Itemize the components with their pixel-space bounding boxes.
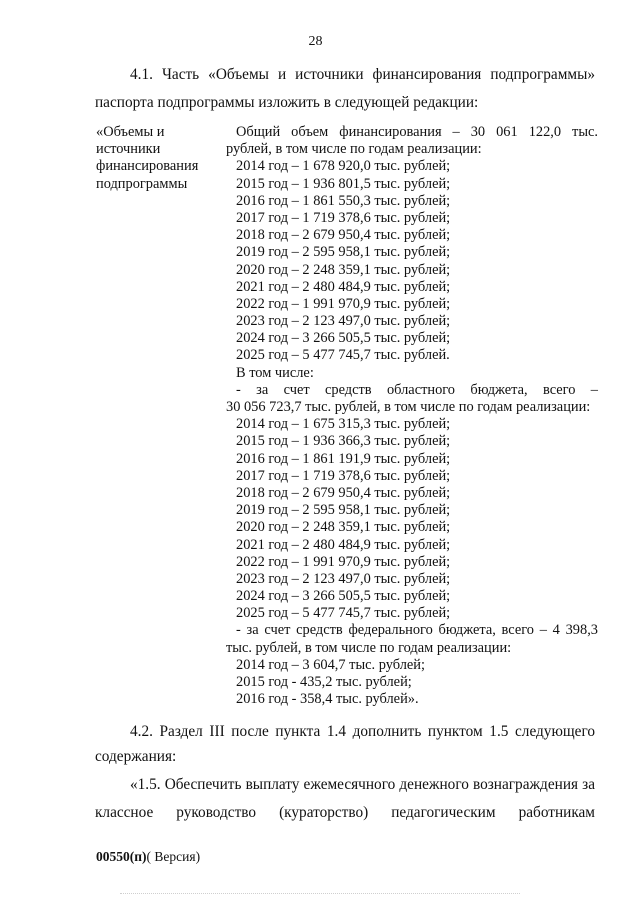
total-year-line: 2025 год – 5 477 745,7 тыс. рублей. [236,347,450,364]
regional-year-line: 2014 год – 1 675 315,3 тыс. рублей; [236,416,451,433]
federal-year-line: 2014 год – 3 604,7 тыс. рублей; [236,656,425,673]
including-label: В том числе: [236,364,314,381]
total-financing-line: Общий объем финансирования – 30 061 122,0 тыс. [236,124,598,140]
total-year-line: 2018 год – 2 679 950,4 тыс. рублей; [236,227,451,244]
regional-budget-line: - за счет средств областного бюджета, всего – [236,381,598,398]
paragraph-1-5-line-2: классное руководство (кураторство) педагогическим работникам [95,804,595,821]
total-financing-line: рублей, в том числе по годам реализации: [226,141,482,158]
left-cell-line: финансирования [96,158,199,175]
left-cell-line: источники [96,141,161,158]
regional-year-line: 2023 год – 2 123 497,0 тыс. рублей; [236,570,451,587]
table-left-cell [96,124,226,193]
total-year-line: 2023 год – 2 123 497,0 тыс. рублей; [236,313,451,330]
federal-budget-line: - за счет средств федерального бюджета, всего – 4 398,3 [236,622,598,639]
document-code: 00550(п) [96,849,147,864]
federal-budget-line: тыс. рублей, в том числе по годам реализации: [226,639,512,656]
total-year-line: 2014 год – 1 678 920,0 тыс. рублей; [236,158,451,175]
regional-year-line: 2018 год – 2 679 950,4 тыс. рублей; [236,484,451,501]
left-cell-line: «Объемы и [96,124,165,140]
paragraph-4-2-line-2: содержания: [95,748,177,765]
regional-year-line: 2015 год – 1 936 366,3 тыс. рублей; [236,433,451,450]
total-year-line: 2016 год – 1 861 550,3 тыс. рублей; [236,192,451,209]
total-year-line: 2019 год – 2 595 958,1 тыс. рублей; [236,244,451,261]
document-footer [96,849,200,865]
federal-year-line: 2016 год - 358,4 тыс. рублей». [236,691,419,708]
total-year-line: 2017 год – 1 719 378,6 тыс. рублей; [236,209,451,226]
scan-artifact-line [120,893,520,894]
paragraph-1-5-line-1: «1.5. Обеспечить выплату ежемесячного денежного вознаграждения за [130,776,595,793]
federal-year-line: 2015 год - 435,2 тыс. рублей; [236,674,412,690]
regional-year-line: 2025 год – 5 477 745,7 тыс. рублей; [236,605,451,622]
total-year-line: 2015 год – 1 936 801,5 тыс. рублей; [236,175,451,192]
paragraph-4-1-line-2: паспорта подпрограммы изложить в следующей редакции: [95,94,479,111]
paragraph-4-2-line-1: 4.2. Раздел III после пункта 1.4 дополнить пунктом 1.5 следующего [130,723,595,740]
regional-year-line: 2022 год – 1 991 970,9 тыс. рублей; [236,553,451,570]
regional-year-line: 2019 год – 2 595 958,1 тыс. рублей; [236,502,451,519]
table-right-cell [226,124,598,708]
regional-year-line: 2017 год – 1 719 378,6 тыс. рублей; [236,467,451,484]
total-year-line: 2020 год – 2 248 359,1 тыс. рублей; [236,261,451,278]
regional-year-line: 2024 год – 3 266 505,5 тыс. рублей; [236,588,451,605]
regional-year-line: 2021 год – 2 480 484,9 тыс. рублей; [236,536,451,553]
left-cell-line: подпрограммы [96,175,188,192]
document-version: ( Версия) [146,849,201,864]
total-year-line: 2022 год – 1 991 970,9 тыс. рублей; [236,295,451,312]
total-year-line: 2024 год – 3 266 505,5 тыс. рублей; [236,330,451,347]
regional-year-line: 2016 год – 1 861 191,9 тыс. рублей; [236,450,451,467]
regional-budget-line: 30 056 723,7 тыс. рублей, в том числе по годам реализации: [226,399,591,415]
paragraph-4-1-line-1: 4.1. Часть «Объемы и источники финансирования подпрограммы» [130,66,595,83]
regional-year-line: 2020 год – 2 248 359,1 тыс. рублей; [236,519,451,536]
total-year-line: 2021 год – 2 480 484,9 тыс. рублей; [236,278,451,295]
page-number: 28 [308,34,323,49]
